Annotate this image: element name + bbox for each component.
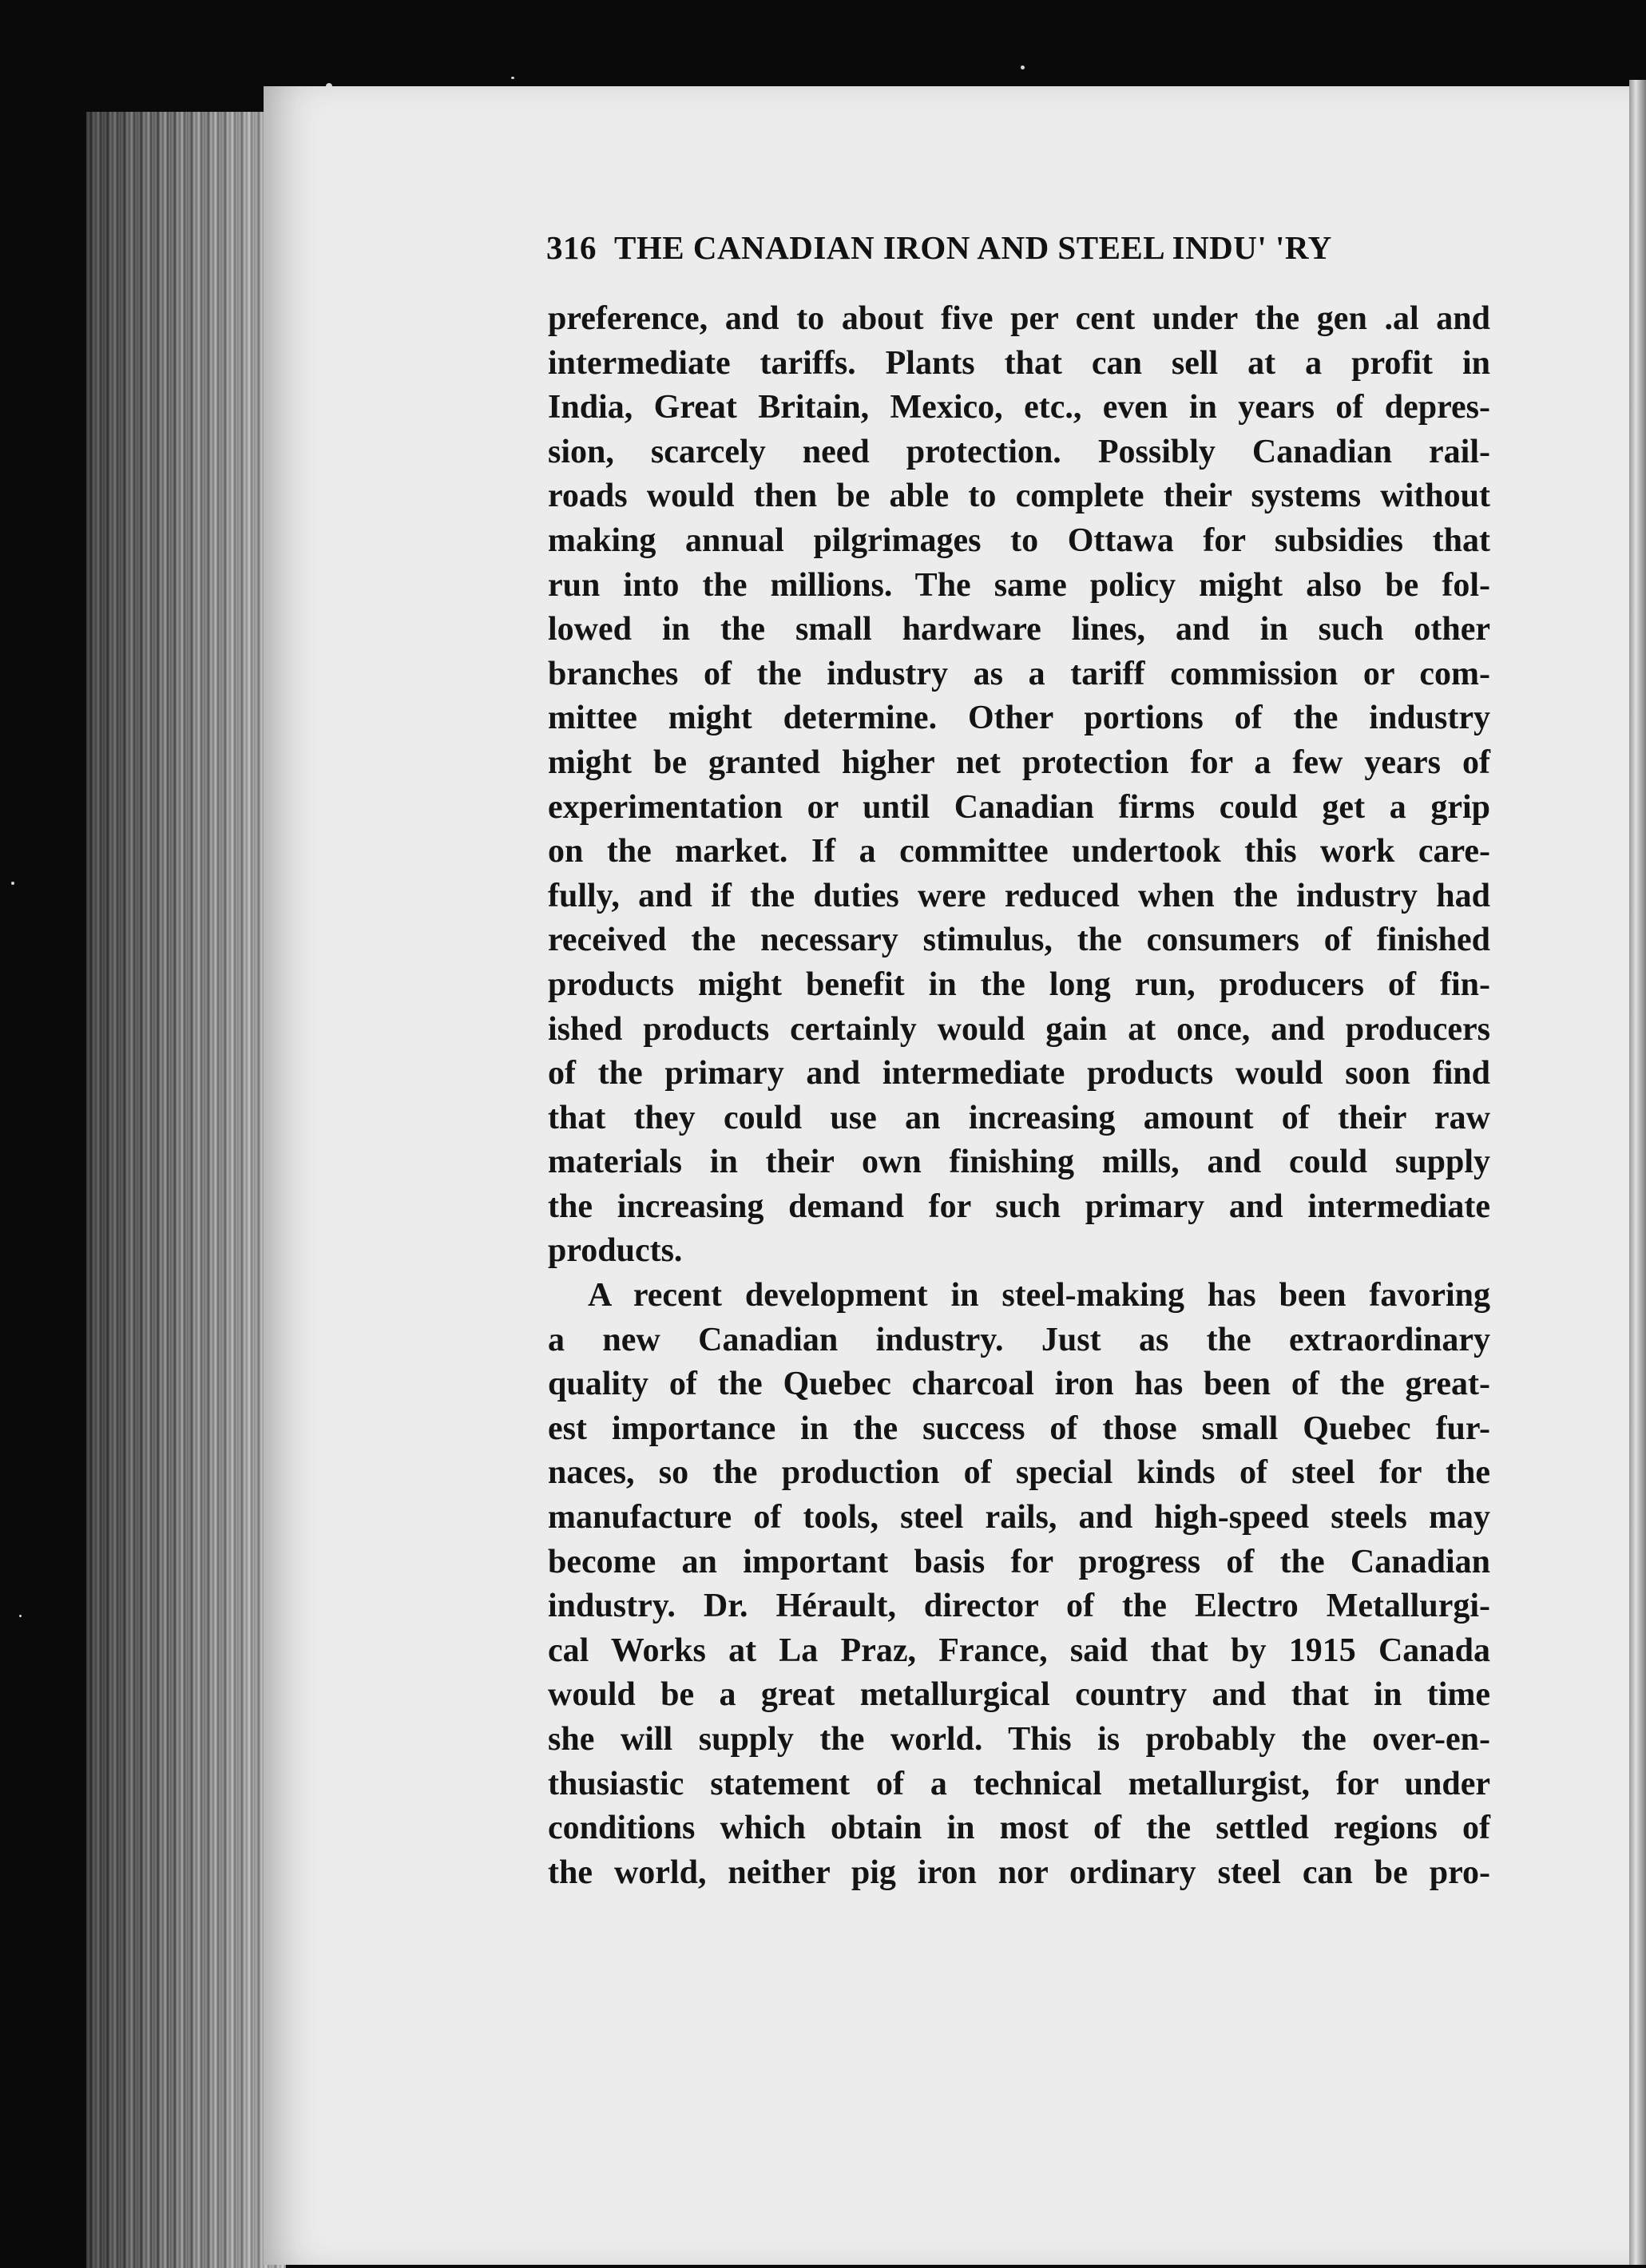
page-stack-edge (86, 112, 286, 2268)
text-line: products might benefit in the long run, producers of fin- (548, 965, 1490, 1003)
text-line: fully, and if the duties were reduced when the industry had (548, 877, 1490, 914)
text-line: of the primary and intermediate products would soon find (548, 1055, 1490, 1092)
text-line: lowed in the small hardware lines, and in such other (548, 611, 1490, 648)
text-line: experimentation or until Canadian firms could get a grip (548, 788, 1490, 826)
text-line: products. (548, 1232, 683, 1270)
text-line: India, Great Britain, Mexico, etc., even in years of depres- (548, 389, 1490, 426)
scan-speck (11, 882, 14, 885)
running-title: THE CANADIAN IRON AND STEEL INDU' 'RY (614, 229, 1332, 266)
text-line: A recent development in steel-making has been favoring (588, 1277, 1490, 1314)
text-line: cal Works at La Praz, France, said that by 1915 Canada (548, 1632, 1490, 1669)
text-line: sion, scarcely need protection. Possibly Canadian rail- (548, 433, 1490, 470)
text-line: a new Canadian industry. Just as the extraordinary (548, 1321, 1490, 1358)
text-line: the world, neither pig iron nor ordinary steel can be pro- (548, 1854, 1490, 1891)
paragraph (548, 297, 1490, 1274)
text-line: naces, so the production of special kinds of steel for the (548, 1454, 1490, 1492)
page-right-edge (1629, 80, 1646, 2265)
text-line: thusiastic statement of a technical metallurgist, for under (548, 1765, 1490, 1802)
body-text (548, 297, 1490, 1895)
text-line: she will supply the world. This is probably the over-en- (548, 1721, 1490, 1758)
text-line: roads would then be able to complete their systems without (548, 478, 1490, 515)
text-line: received the necessary stimulus, the consumers of finished (548, 922, 1490, 959)
text-line: on the market. If a committee undertook this work care- (548, 833, 1490, 870)
scan-speck (511, 77, 514, 79)
text-line: conditions which obtain in most of the settled regions of (548, 1810, 1490, 1847)
text-line: industry. Dr. Hérault, director of the Electro Metallurgi- (548, 1588, 1490, 1625)
text-line: run into the millions. The same policy might also be fol- (548, 566, 1490, 604)
text-line: preference, and to about five per cent under the gen .al and (548, 300, 1490, 337)
text-line: might be granted higher net protection for a few years of (548, 743, 1490, 781)
text-line: would be a great metallurgical country and that in time (548, 1676, 1490, 1714)
text-line: that they could use an increasing amount of their raw (548, 1099, 1490, 1136)
scan-speck (1021, 65, 1025, 69)
text-line: the increasing demand for such primary and intermediate (548, 1188, 1490, 1225)
paragraph (548, 1274, 1490, 1895)
text-line: making annual pilgrimages to Ottawa for subsidies that (548, 521, 1490, 559)
text-line: quality of the Quebec charcoal iron has been of the great- (548, 1366, 1490, 1403)
text-line: manufacture of tools, steel rails, and high-speed steels may (548, 1499, 1490, 1536)
text-line: branches of the industry as a tariff commission or com- (548, 655, 1490, 692)
text-line: ished products certainly would gain at once, and producers (548, 1010, 1490, 1048)
text-line: mittee might determine. Other portions of the industry (548, 700, 1490, 737)
page-number: 316 (546, 229, 597, 266)
text-line: materials in their own finishing mills, and could supply (548, 1144, 1490, 1181)
text-line: intermediate tariffs. Plants that can sell at a profit in (548, 344, 1490, 382)
text-line: est importance in the success of those small Quebec fur- (548, 1410, 1490, 1447)
text-line: become an important basis for progress of the Canadian (548, 1543, 1490, 1580)
running-head (546, 228, 1473, 267)
scan-speck (19, 1615, 22, 1617)
